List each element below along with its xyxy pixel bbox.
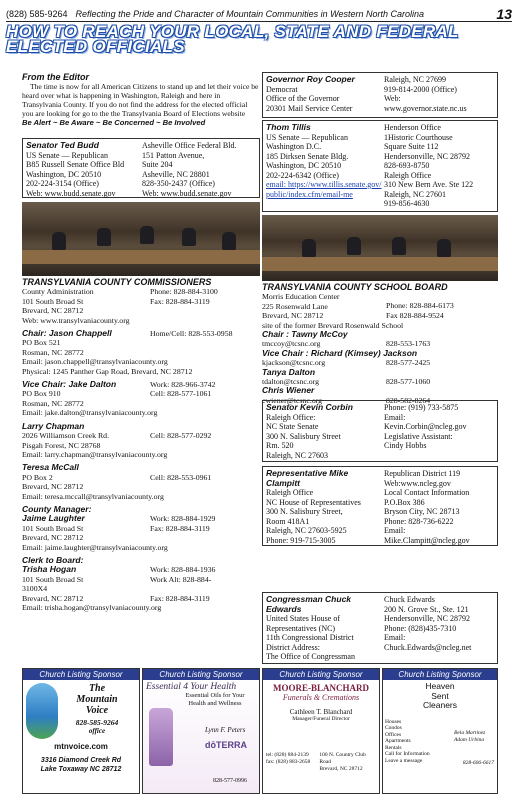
manager-work: Work: 828-884-1929	[150, 514, 216, 524]
mb-person: Cathleen T. Blanchard	[289, 708, 353, 716]
mb-fax: fax: (828) 883-2658	[266, 759, 311, 765]
governor-cooper-card	[262, 72, 498, 118]
budd-web[interactable]: Web: www.budd.senate.gov	[26, 188, 116, 198]
chair-physical: Physical: 1245 Panther Gap Road, Brevard, NC 28712	[22, 366, 193, 376]
school-fax: Fax 828-884-9524	[386, 310, 444, 320]
budd-office-suite: Suite 204	[142, 160, 173, 169]
chair-phone: Home/Cell: 828-553-0958	[150, 329, 233, 339]
mv-name-1: The	[88, 683, 106, 694]
congressman-edwards-card	[262, 592, 498, 664]
corbin-phone: Phone: (919) 733-5875	[384, 403, 459, 412]
manager-email[interactable]: Email: jaime.laughter@transylvaniacounty.org	[22, 542, 168, 552]
tillis-email-link[interactable]: email: https://www.tillis.senate.gov/public/index.cfm/email-me	[266, 180, 382, 199]
clerk-address: 101 South Broad St	[22, 574, 84, 584]
tillis-address: 185 Dirksen Senate Bldg.	[266, 151, 349, 161]
school-chair-label: Chair : Tawny McCoy	[262, 329, 348, 340]
school-city: Brevard, NC 28712	[262, 311, 324, 321]
clampitt-district: Republican District 119	[384, 469, 461, 478]
commissioners-phone: Phone: 828-884-3100	[150, 287, 218, 297]
e4h-person: Lynn F. Peters	[205, 726, 246, 734]
senator-tillis-card	[262, 120, 498, 212]
vice-chair-label: Vice Chair: Jake Dalton	[22, 379, 117, 390]
clampitt-web[interactable]: Web:www.ncleg.gov	[384, 478, 451, 488]
clerk-name: Trisha Hogan	[22, 564, 77, 575]
tillis-henderson-office: Henderson Office	[384, 123, 441, 132]
page-number: 13	[496, 5, 512, 22]
school-address: 225 Rosenwald Lane	[262, 301, 328, 311]
chair-email[interactable]: Email: jason.chappell@transylvaniacounty.org	[22, 357, 168, 367]
tillis-dc: Washington D.C.	[266, 142, 322, 151]
tillis-h-addr2: Square Suite 112	[384, 142, 439, 151]
teresa-address: PO Box 2	[22, 472, 53, 482]
tillis-r-phone: 919-856-4630	[384, 199, 430, 208]
mv-address: 3316 Diamond Creek Rd	[40, 757, 122, 764]
doterra-logo: dōTERRA	[205, 740, 247, 750]
e4h-phone: 828-577-0996	[213, 778, 247, 784]
oil-bottle-image	[149, 708, 173, 766]
commissioners-heading: TRANSYLVANIA COUNTY COMMISSIONERS	[22, 277, 212, 287]
corbin-senate: NC State Senate	[266, 422, 319, 431]
budd-party: US Senate — Republican	[26, 150, 108, 160]
corbin-email[interactable]: Kevin.Corbin@ncleg.gov	[384, 422, 467, 431]
hs-item-1: Houses	[385, 718, 402, 725]
commissioners-section	[22, 278, 260, 612]
larry-city: Pisgah Forest, NC 28768	[22, 440, 101, 450]
tillis-city: Washington, DC 20510	[266, 161, 342, 170]
tillis-h-addr1: 1Historic Courthouse	[384, 132, 453, 142]
hs-item-7: Leave a message	[385, 757, 423, 764]
mv-office: office	[88, 727, 106, 735]
vice-chair-work: Work: 828-966-3742	[150, 380, 216, 390]
hs-name-1: Heaven	[425, 681, 455, 691]
budd-city: Washington, DC 20510	[26, 169, 102, 179]
budd-office-web[interactable]: Web: www.budd.senate.gov	[142, 188, 232, 198]
manager-name: Jaime Laughter	[22, 513, 85, 524]
clampitt-phone: Phone: 919-715-3005	[266, 535, 336, 545]
edwards-name: Congressman Chuck Edwards	[266, 594, 352, 614]
tillis-raleigh-office: Raleigh Office	[384, 170, 432, 180]
cooper-address: 20301 Mail Service Center	[266, 103, 353, 113]
tanya-label: Tanya Dalton	[262, 366, 316, 377]
corbin-assistant-label: Legislative Assistant:	[384, 431, 453, 441]
mv-name-3: Voice	[85, 705, 109, 716]
commissioners-photo	[22, 202, 260, 276]
clampitt-room: Room 418A1	[266, 516, 310, 526]
header-tagline: Reflecting the Pride and Character of Mountain Communities in Western North Carolina	[75, 8, 425, 19]
header-phone: (828) 585-9264	[6, 8, 68, 19]
chair-city: Rosman, NC 28772	[22, 347, 84, 357]
chris-phone: 828-582-8264	[386, 395, 431, 405]
cooper-party: Democrat	[266, 84, 298, 94]
sponsor-header: Church Listing Sponsor	[263, 669, 379, 680]
budd-office-city: Asheville, NC 28801	[142, 169, 210, 179]
clerk-fax: Fax: 828-884-3119	[150, 593, 210, 603]
commissioners-fax: Fax: 828-884-3119	[150, 296, 210, 306]
edwards-address: 200 N. Grove St., Ste. 121	[384, 604, 469, 614]
tillis-r-city: Raleigh, NC 27601	[384, 189, 446, 199]
school-chair-email[interactable]: tmccoy@tcsnc.org	[262, 339, 321, 349]
corbin-address: 300 N. Salisbury Street	[266, 431, 341, 441]
clampitt-local-label: Local Contact Information	[384, 488, 470, 497]
chair-address: PO Box 521	[22, 338, 61, 348]
clampitt-email[interactable]: Mike.Clampitt@ncleg.gov	[384, 535, 470, 545]
clampitt-pobox: P.O.Box 386	[384, 497, 425, 507]
edwards-office: The Office of Congressman	[266, 652, 355, 661]
clampitt-name: Representative Mike Clampitt	[266, 468, 349, 488]
hs-name-2: Sent	[431, 690, 449, 701]
hs-contact: Bela Martinez Adam Urbina	[454, 730, 486, 743]
edwards-house: United States House of	[266, 614, 340, 623]
corbin-office: Raleigh Office:	[266, 412, 316, 422]
hs-item-6: Call for Information	[385, 751, 430, 757]
school-chair-phone: 828-553-1763	[386, 339, 431, 349]
mv-phone: 828-585-9264	[75, 718, 119, 727]
edwards-city: Hendersonville, NC 28792	[384, 614, 470, 623]
commissioners-admin: County Administration	[22, 287, 94, 297]
mb-address: 100 N. Country Club Road	[319, 752, 366, 765]
cooper-phone: 919-814-2000 (Office)	[384, 84, 457, 94]
school-board-section	[262, 283, 498, 405]
school-site-note: site of the former Brevard Rosenwald School	[262, 320, 404, 330]
tillis-h-city: Hendersonville, NC 28792	[384, 151, 470, 161]
sponsor-moore-blanchard[interactable]	[262, 668, 380, 794]
hs-item-2: Condos	[385, 725, 402, 731]
sponsor-mountain-voice[interactable]	[22, 668, 140, 794]
commissioners-city: Brevard, NC 28712	[22, 306, 84, 316]
larry-address: 2026 Williamson Creek Rd.	[22, 431, 110, 441]
corbin-email-label: Email:	[384, 412, 406, 422]
edwards-district-label: District Address:	[266, 642, 320, 652]
school-heading: TRANSYLVANIA COUNTY SCHOOL BOARD	[262, 282, 448, 292]
mb-tel: tel: (828) 884-2139	[266, 752, 309, 758]
corbin-name: Senator Kevin Corbin	[266, 402, 353, 412]
manager-address: 101 South Broad St	[22, 523, 84, 533]
budd-address: B85 Russell Senate Office Bld	[26, 160, 125, 169]
clampitt-address: 300 N. Salisbury Street,	[266, 507, 343, 516]
vice-chair-email[interactable]: Email: jake.dalton@transylvaniacounty.org	[22, 408, 158, 418]
budd-name: Senator Ted Budd	[26, 140, 99, 150]
budd-office-street: 151 Patton Avenue,	[142, 150, 205, 160]
cooper-city: Raleigh, NC 27699	[384, 75, 446, 84]
sponsor-essential-health[interactable]	[142, 668, 260, 794]
rep-clampitt-card	[262, 466, 498, 546]
tanya-phone: 828-577-1060	[386, 377, 431, 387]
clampitt-house: NC House of Representatives	[266, 497, 361, 507]
hs-item-3: Offices	[385, 731, 402, 738]
cooper-web-label: Web:	[384, 94, 401, 103]
school-vice-email[interactable]: kjackson@tcsnc.org	[262, 358, 326, 368]
clerk-work: Work: 828-884-1936	[150, 565, 216, 575]
budd-office-phone: 828-350-2437 (Office)	[142, 179, 215, 188]
teresa-label: Teresa McCall	[22, 462, 79, 473]
tillis-party: US Senate — Republican	[266, 132, 348, 142]
manager-fax: Fax: 828-884-3119	[150, 523, 210, 533]
page-header	[6, 6, 512, 22]
mb-title: Manager/Funeral Director	[292, 716, 350, 722]
hs-item-4: Apartments	[385, 738, 411, 744]
manager-city: Brevard, NC 28712	[22, 533, 84, 543]
edwards-email[interactable]: Chuck.Edwards@ncleg.net	[384, 642, 472, 652]
clerk-city: Brevard, NC 28712	[22, 593, 84, 603]
school-phone: Phone: 828-884-6173	[386, 301, 454, 311]
chair-label: Chair: Jason Chappell	[22, 328, 112, 339]
editor-motto: Be Alert ~ Be Aware ~ Be Concerned ~ Be Involved	[22, 118, 206, 127]
tillis-phone: 202-224-6342 (Office)	[266, 170, 339, 180]
cooper-office: Office of the Governor	[266, 94, 340, 103]
budd-office: Asheville Office Federal Bld.	[142, 141, 237, 150]
tillis-name: Thom Tillis	[266, 122, 311, 132]
edwards-email-label: Email:	[384, 633, 406, 642]
corbin-assistant: Cindy Hobbs	[384, 441, 427, 450]
senator-corbin-card	[262, 400, 498, 462]
mb-name: MOORE-BLANCHARD	[273, 683, 369, 693]
tanya-email[interactable]: tdalton@tcsnc.org	[262, 377, 320, 387]
hs-name-3: Cleaners	[422, 700, 458, 710]
tillis-h-phone: 828-693-8750	[384, 161, 430, 170]
clerk-work-alt-ext: 3100X4	[22, 584, 48, 594]
cooper-web[interactable]: www.governor.state.nc.us	[384, 103, 467, 113]
school-vice-label: Vice Chair : Richard (Kimsey) Jackson	[262, 347, 418, 358]
mb-city: Brevard, NC 28712	[319, 766, 363, 772]
sponsor-header: Church Listing Sponsor	[383, 669, 497, 680]
clerk-work-alt: Work Alt: 828-884-	[150, 574, 212, 584]
commissioners-web[interactable]: Web: www.transylvaniacounty.org	[22, 315, 130, 325]
mv-name-2: Mountain	[76, 694, 118, 705]
sponsor-header: Church Listing Sponsor	[23, 669, 139, 680]
editor-heading: From the Editor	[22, 72, 89, 82]
school-vice-phone: 828-577-2425	[386, 358, 431, 368]
manager-label: County Manager:	[22, 503, 92, 514]
larry-label: Larry Chapman	[22, 420, 85, 431]
sponsor-header: Church Listing Sponsor	[143, 669, 259, 680]
editor-note	[22, 72, 260, 127]
edwards-house-2: Representatives (NC)	[266, 623, 336, 633]
sponsor-heaven-sent[interactable]	[382, 668, 498, 794]
teresa-email[interactable]: Email: teresa.mccall@transylvaniacounty.org	[22, 491, 164, 501]
page-title: HOW TO REACH YOUR LOCAL, STATE AND FEDERAL ELECTED OFFICIALS	[6, 22, 459, 56]
school-board-photo	[262, 215, 498, 281]
edwards-phone: Phone: (828)435-7310	[384, 623, 457, 633]
hs-item-5: Rentals	[385, 744, 402, 751]
clerk-label: Clerk to Board:	[22, 554, 84, 565]
clerk-email[interactable]: Email: trisha.hogan@transylvaniacounty.org	[22, 603, 162, 612]
chris-label: Chris Wiener	[262, 385, 315, 396]
edwards-name-2: Chuck Edwards	[384, 595, 435, 604]
editor-body: The time is now for all American Citizens to stand up and let their voice be heard over what is happening in Washington, Raleigh and here in Transylvania County. If you do not find the address for the elected official you are looking for go to the the Transylvania Board of Elections website	[22, 82, 259, 118]
vice-chair-address: PO Box 910	[22, 389, 61, 399]
tillis-r-addr: 310 New Bern Ave. Ste 122	[384, 180, 474, 189]
commissioners-address: 101 South Broad St	[22, 296, 84, 306]
senator-budd-card	[22, 138, 260, 198]
clampitt-email-label: Email:	[384, 526, 406, 535]
mv-city: Lake Toxaway NC 28712	[40, 765, 122, 773]
corbin-room: Rm. 520	[266, 441, 294, 450]
edwards-district: 11th Congressional District	[266, 633, 354, 642]
budd-phone: 202-224-3154 (Office)	[26, 179, 99, 188]
clampitt-city: Raleigh, NC 27603-5925	[266, 526, 347, 535]
clampitt-office: Raleigh Office	[266, 488, 314, 497]
chris-email[interactable]: cwiener@tcsnc.org	[262, 395, 323, 405]
mountain-voice-logo	[26, 683, 58, 739]
hs-phone: 828-606-6617	[462, 760, 494, 766]
clampitt-local-city: Bryson City, NC 28713	[384, 507, 460, 516]
larry-cell: Cell: 828-577-0292	[150, 431, 212, 441]
school-center: Morris Education Center	[262, 292, 340, 302]
vice-chair-city: Rosman, NC 28772	[22, 398, 84, 408]
e4h-sub: Essential Oils for Your Health and Wellness	[185, 692, 245, 707]
mv-web[interactable]: mtnvoice.com	[54, 742, 108, 751]
corbin-city: Raleigh, NC 27603	[266, 450, 328, 460]
cooper-name: Governor Roy Cooper	[266, 74, 355, 84]
clampitt-local-phone: Phone: 828-736-6222	[384, 516, 454, 526]
teresa-cell: Cell: 828-553-0961	[150, 472, 212, 482]
teresa-city: Brevard, NC 28712	[22, 482, 84, 492]
vice-chair-cell: Cell: 828-577-1061	[150, 389, 212, 399]
e4h-name: Essential 4 Your Health	[146, 682, 237, 692]
larry-email[interactable]: Email: larry.chapman@transylvaniacounty.org	[22, 449, 168, 459]
mb-sub: Funerals & Cremations	[282, 693, 360, 702]
